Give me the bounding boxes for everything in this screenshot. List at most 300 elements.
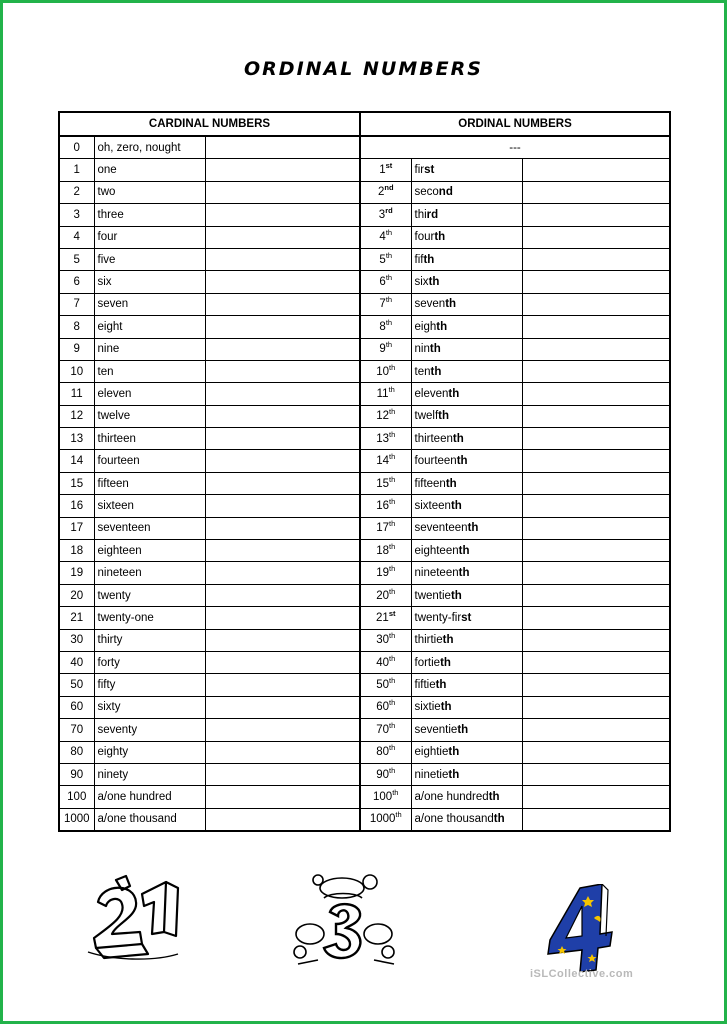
ordinal-digits: 21 <box>376 611 389 624</box>
ordinal-digits: 9 <box>379 343 386 356</box>
cardinal-word: seventeen <box>94 517 205 539</box>
ordinal-digits: 6 <box>379 276 386 289</box>
cardinal-blank <box>205 495 360 517</box>
ordinal-superscript: th <box>389 586 396 596</box>
ordinal-digits: 1000 <box>369 813 396 826</box>
ordinal-stem: twentie <box>414 589 451 602</box>
table-row <box>59 763 670 785</box>
ordinal-ending: th <box>458 567 470 580</box>
ordinal-number <box>360 472 411 494</box>
ordinal-digits: 17 <box>376 522 390 535</box>
table-row <box>59 696 670 718</box>
ordinal-ending: th <box>436 320 448 333</box>
table-row <box>59 629 670 651</box>
ordinal-digits: 18 <box>376 544 390 557</box>
ordinal-ending: st <box>424 164 435 177</box>
ordinal-word <box>411 719 522 741</box>
cardinal-blank <box>205 360 360 382</box>
ordinal-number <box>360 204 411 226</box>
ordinal-superscript: th <box>389 474 396 484</box>
cardinal-blank <box>205 428 360 450</box>
ordinal-number <box>360 607 411 629</box>
cardinal-blank <box>205 763 360 785</box>
cardinal-blank <box>205 540 360 562</box>
ordinal-blank <box>522 159 670 181</box>
cardinal-blank <box>205 248 360 270</box>
ordinal-blank <box>522 495 670 517</box>
ordinal-digits: 30 <box>376 634 390 647</box>
ordinal-stem: eleven <box>414 387 449 400</box>
ordinal-number <box>360 517 411 539</box>
ordinal-word <box>411 181 522 203</box>
ordinal-word <box>411 248 522 270</box>
cardinal-number: 30 <box>59 629 94 651</box>
ordinal-ending: th <box>493 813 505 826</box>
cardinal-word: twenty-one <box>94 607 205 629</box>
ordinal-number <box>360 360 411 382</box>
ordinal-stem: nin <box>414 343 430 356</box>
cardinal-number: 18 <box>59 540 94 562</box>
table-row <box>59 248 670 270</box>
cardinal-blank <box>205 674 360 696</box>
ordinal-word <box>411 360 522 382</box>
ordinal-digits: 2 <box>377 186 385 199</box>
cardinal-word: forty <box>94 651 205 673</box>
ordinal-ending: th <box>448 387 460 400</box>
table-row <box>59 674 670 696</box>
ordinal-word <box>411 204 522 226</box>
table-row <box>59 450 670 472</box>
ordinal-number <box>360 808 411 831</box>
ordinal-ending: th <box>488 791 500 804</box>
cardinal-header: CARDINAL NUMBERS <box>59 112 360 136</box>
cardinal-blank <box>205 472 360 494</box>
ordinal-superscript: rd <box>385 205 393 215</box>
turtles-3-drawing <box>290 868 402 972</box>
ordinal-empty: --- <box>360 136 670 159</box>
ordinal-digits: 70 <box>376 723 390 736</box>
ordinal-number <box>360 540 411 562</box>
cardinal-word: seventy <box>94 719 205 741</box>
ordinal-digits: 8 <box>379 320 386 333</box>
ordinal-digits: 19 <box>376 567 390 580</box>
cardinal-number: 60 <box>59 696 94 718</box>
cardinal-number: 15 <box>59 472 94 494</box>
cardinal-blank <box>205 517 360 539</box>
ordinal-stem: fortie <box>414 656 441 669</box>
cardinal-word: fourteen <box>94 450 205 472</box>
cardinal-blank <box>205 159 360 181</box>
ordinal-word <box>411 383 522 405</box>
ordinal-blank <box>522 607 670 629</box>
cardinal-word: twelve <box>94 405 205 427</box>
ordinal-number <box>360 763 411 785</box>
cardinal-number: 0 <box>59 136 94 159</box>
cardinal-word: five <box>94 248 205 270</box>
ordinal-stem: fif <box>414 253 424 266</box>
ordinal-number <box>360 629 411 651</box>
table-row <box>59 472 670 494</box>
cardinal-blank <box>205 204 360 226</box>
table-row <box>59 719 670 741</box>
table-row <box>59 293 670 315</box>
cardinal-word: eighteen <box>94 540 205 562</box>
cardinal-word: seven <box>94 293 205 315</box>
ordinal-superscript: th <box>395 810 402 820</box>
cardinal-blank <box>205 293 360 315</box>
ordinal-digits: 14 <box>376 455 390 468</box>
table-row <box>59 517 670 539</box>
ordinal-superscript: th <box>389 362 396 372</box>
cardinal-blank <box>205 696 360 718</box>
ordinal-digits: 4 <box>379 231 386 244</box>
cardinal-number: 3 <box>59 204 94 226</box>
ordinal-ending: th <box>445 298 457 311</box>
ordinal-word <box>411 226 522 248</box>
table-row <box>59 607 670 629</box>
ordinal-number <box>360 562 411 584</box>
ordinal-word <box>411 786 522 808</box>
cardinal-word: eight <box>94 316 205 338</box>
ordinal-digits: 80 <box>376 746 390 759</box>
ordinal-ending: nd <box>438 186 453 199</box>
cardinal-word: oh, zero, nought <box>94 136 205 159</box>
ordinal-digits: 15 <box>376 477 390 490</box>
table-row <box>59 181 670 203</box>
ordinal-blank <box>522 383 670 405</box>
cardinal-number: 9 <box>59 338 94 360</box>
table-row <box>59 316 670 338</box>
ordinal-word <box>411 808 522 831</box>
ordinal-word <box>411 562 522 584</box>
ordinal-number <box>360 181 411 203</box>
ordinal-stem: twenty-fir <box>414 611 462 624</box>
ordinal-word <box>411 338 522 360</box>
ordinal-superscript: th <box>389 676 396 686</box>
cardinal-blank <box>205 316 360 338</box>
ordinal-stem: a/one thousand <box>414 813 494 826</box>
ordinal-ending: th <box>450 499 462 512</box>
cardinal-number: 80 <box>59 741 94 763</box>
ordinal-stem: thi <box>414 208 427 221</box>
cardinal-number: 21 <box>59 607 94 629</box>
ordinal-superscript: th <box>392 788 399 798</box>
ordinal-digits: 20 <box>376 589 390 602</box>
ordinal-digits: 10 <box>376 365 390 378</box>
ordinal-superscript: th <box>385 295 393 305</box>
ordinal-ending: th <box>428 276 440 289</box>
cardinal-blank <box>205 562 360 584</box>
ordinal-number <box>360 786 411 808</box>
ordinal-digits: 100 <box>373 791 393 804</box>
cardinal-word: twenty <box>94 584 205 606</box>
ordinal-blank <box>522 741 670 763</box>
ordinal-superscript: th <box>389 564 396 574</box>
cardinal-word: fifteen <box>94 472 205 494</box>
ordinal-blank <box>522 786 670 808</box>
ordinal-blank <box>522 181 670 203</box>
ordinal-superscript: th <box>389 519 396 529</box>
cardinal-word: a/one thousand <box>94 808 205 831</box>
ordinal-number <box>360 226 411 248</box>
ordinal-number <box>360 696 411 718</box>
ordinal-ending: th <box>423 253 435 266</box>
ordinal-superscript: th <box>388 384 395 394</box>
cardinal-number: 2 <box>59 181 94 203</box>
ordinal-blank <box>522 584 670 606</box>
table-row <box>59 383 670 405</box>
table-row <box>59 562 670 584</box>
table-row <box>59 405 670 427</box>
table-row <box>59 204 670 226</box>
ordinal-superscript: th <box>385 273 393 283</box>
ordinal-stem: eighteen <box>414 544 459 557</box>
cardinal-blank <box>205 786 360 808</box>
cardinal-number: 100 <box>59 786 94 808</box>
cardinal-word: eleven <box>94 383 205 405</box>
ordinal-number <box>360 450 411 472</box>
cardinal-word: three <box>94 204 205 226</box>
numbers-table <box>58 111 671 832</box>
ordinal-number <box>360 293 411 315</box>
cardinal-word: one <box>94 159 205 181</box>
ordinal-blank <box>522 651 670 673</box>
ordinal-stem: four <box>414 231 435 244</box>
ordinal-number <box>360 428 411 450</box>
ordinal-blank <box>522 316 670 338</box>
ordinal-blank <box>522 450 670 472</box>
ordinal-ending: th <box>448 746 460 759</box>
ordinal-stem: fourteen <box>414 455 457 468</box>
ordinal-ending: th <box>467 522 479 535</box>
ordinal-header: ORDINAL NUMBERS <box>360 112 670 136</box>
cardinal-word: a/one hundred <box>94 786 205 808</box>
ordinal-number <box>360 584 411 606</box>
table-row <box>59 808 670 831</box>
ordinal-stem: fiftie <box>414 679 436 692</box>
cardinal-number: 50 <box>59 674 94 696</box>
ordinal-ending: th <box>457 723 469 736</box>
cardinal-blank <box>205 181 360 203</box>
ordinal-superscript: th <box>389 698 396 708</box>
ordinal-word <box>411 517 522 539</box>
cardinal-blank <box>205 584 360 606</box>
ordinal-superscript: st <box>388 608 396 618</box>
table-row <box>59 338 670 360</box>
cardinal-number: 13 <box>59 428 94 450</box>
ordinal-ending: th <box>448 768 460 781</box>
ordinal-number <box>360 271 411 293</box>
cardinal-blank <box>205 405 360 427</box>
table-row <box>59 584 670 606</box>
ordinal-ending: rd <box>426 208 439 221</box>
cardinal-word: ten <box>94 360 205 382</box>
ordinal-blank <box>522 360 670 382</box>
ordinal-stem: twelf <box>414 410 439 423</box>
ordinal-number <box>360 159 411 181</box>
ordinal-digits: 3 <box>378 208 386 221</box>
cardinal-word: thirty <box>94 629 205 651</box>
ordinal-word <box>411 741 522 763</box>
ordinal-number <box>360 248 411 270</box>
ordinal-word <box>411 271 522 293</box>
ordinal-stem: nineteen <box>414 567 459 580</box>
ordinal-superscript: th <box>389 407 396 417</box>
cardinal-blank <box>205 271 360 293</box>
table-row <box>59 428 670 450</box>
ordinal-ending: th <box>442 634 454 647</box>
ordinal-ending: th <box>438 410 450 423</box>
ordinal-ending: th <box>445 477 457 490</box>
ordinal-digits: 5 <box>379 253 386 266</box>
numbers-2-1-drawing <box>82 872 192 964</box>
cardinal-blank <box>205 136 360 159</box>
ordinal-superscript: th <box>389 429 396 439</box>
cardinal-number: 20 <box>59 584 94 606</box>
ordinal-word <box>411 495 522 517</box>
ordinal-blank <box>522 204 670 226</box>
ordinal-blank <box>522 517 670 539</box>
ordinal-superscript: th <box>389 653 396 663</box>
ordinal-digits: 13 <box>376 432 390 445</box>
ordinal-blank <box>522 808 670 831</box>
ordinal-number <box>360 338 411 360</box>
ordinal-superscript: th <box>389 496 396 506</box>
cardinal-blank <box>205 607 360 629</box>
ordinal-word <box>411 159 522 181</box>
ordinal-stem: sixteen <box>414 499 451 512</box>
cardinal-number: 19 <box>59 562 94 584</box>
ordinal-number <box>360 741 411 763</box>
ordinal-blank <box>522 226 670 248</box>
ordinal-number <box>360 405 411 427</box>
ordinal-word <box>411 472 522 494</box>
cardinal-blank <box>205 741 360 763</box>
ordinal-blank <box>522 405 670 427</box>
ordinal-blank <box>522 271 670 293</box>
ordinal-superscript: th <box>385 317 393 327</box>
table-row <box>59 159 670 181</box>
cardinal-blank <box>205 226 360 248</box>
table-row <box>59 540 670 562</box>
ordinal-stem: thirtie <box>414 634 443 647</box>
ordinal-number <box>360 674 411 696</box>
cardinal-blank <box>205 450 360 472</box>
ordinal-ending: st <box>461 611 472 624</box>
ordinal-ending: th <box>452 432 464 445</box>
ordinal-superscript: th <box>389 631 396 641</box>
cardinal-word: sixteen <box>94 495 205 517</box>
ordinal-word <box>411 428 522 450</box>
cardinal-number: 14 <box>59 450 94 472</box>
ordinal-stem: ten <box>414 365 431 378</box>
cardinal-number: 10 <box>59 360 94 382</box>
ordinal-ending: th <box>450 589 462 602</box>
cardinal-number: 12 <box>59 405 94 427</box>
ordinal-word <box>411 316 522 338</box>
ordinal-stem: fir <box>414 164 425 177</box>
ordinal-blank <box>522 248 670 270</box>
cardinal-word: fifty <box>94 674 205 696</box>
ordinal-number <box>360 316 411 338</box>
cardinal-number: 8 <box>59 316 94 338</box>
ordinal-superscript: th <box>385 250 393 260</box>
ordinal-stem: fifteen <box>414 477 446 490</box>
cardinal-word: two <box>94 181 205 203</box>
ordinal-number <box>360 651 411 673</box>
ordinal-blank <box>522 629 670 651</box>
ordinal-word <box>411 584 522 606</box>
cardinal-word: eighty <box>94 741 205 763</box>
cardinal-word: six <box>94 271 205 293</box>
cardinal-number: 5 <box>59 248 94 270</box>
ordinal-stem: seco <box>414 186 439 199</box>
cardinal-blank <box>205 719 360 741</box>
table-row <box>59 741 670 763</box>
ordinal-ending: th <box>456 455 468 468</box>
ordinal-superscript: th <box>389 452 396 462</box>
ordinal-digits: 90 <box>376 768 390 781</box>
cardinal-word: thirteen <box>94 428 205 450</box>
ordinal-digits: 7 <box>379 298 386 311</box>
ordinal-stem: ninetie <box>414 768 449 781</box>
cardinal-blank <box>205 651 360 673</box>
table-row <box>59 651 670 673</box>
table-row <box>59 136 670 159</box>
ordinal-number <box>360 495 411 517</box>
ordinal-word <box>411 405 522 427</box>
ordinal-ending: th <box>435 679 447 692</box>
cardinal-number: 70 <box>59 719 94 741</box>
ordinal-stem: sixtie <box>414 701 441 714</box>
ordinal-blank <box>522 674 670 696</box>
table-row <box>59 495 670 517</box>
cardinal-blank <box>205 383 360 405</box>
cardinal-blank <box>205 338 360 360</box>
ordinal-word <box>411 293 522 315</box>
ordinal-ending: th <box>440 701 452 714</box>
ordinal-ending: th <box>458 544 470 557</box>
ordinal-word <box>411 607 522 629</box>
ordinal-superscript: th <box>389 743 396 753</box>
table-row <box>59 786 670 808</box>
ordinal-superscript: th <box>389 541 396 551</box>
ordinal-word <box>411 651 522 673</box>
table-header-row <box>59 112 670 136</box>
cardinal-number: 11 <box>59 383 94 405</box>
table-row <box>59 271 670 293</box>
cardinal-blank <box>205 808 360 831</box>
ordinal-number <box>360 383 411 405</box>
ordinal-ending: th <box>430 365 442 378</box>
ordinal-word <box>411 674 522 696</box>
cardinal-number: 6 <box>59 271 94 293</box>
ordinal-superscript: th <box>389 720 396 730</box>
ordinal-stem: seven <box>414 298 446 311</box>
cardinal-word: nineteen <box>94 562 205 584</box>
ordinal-stem: seventeen <box>414 522 468 535</box>
cardinal-word: nine <box>94 338 205 360</box>
ordinal-word <box>411 629 522 651</box>
ordinal-number <box>360 719 411 741</box>
ordinal-word <box>411 696 522 718</box>
cardinal-number: 1 <box>59 159 94 181</box>
ordinal-blank <box>522 428 670 450</box>
cardinal-number: 7 <box>59 293 94 315</box>
ordinal-superscript: th <box>389 765 396 775</box>
ordinal-blank <box>522 293 670 315</box>
cardinal-word: ninety <box>94 763 205 785</box>
